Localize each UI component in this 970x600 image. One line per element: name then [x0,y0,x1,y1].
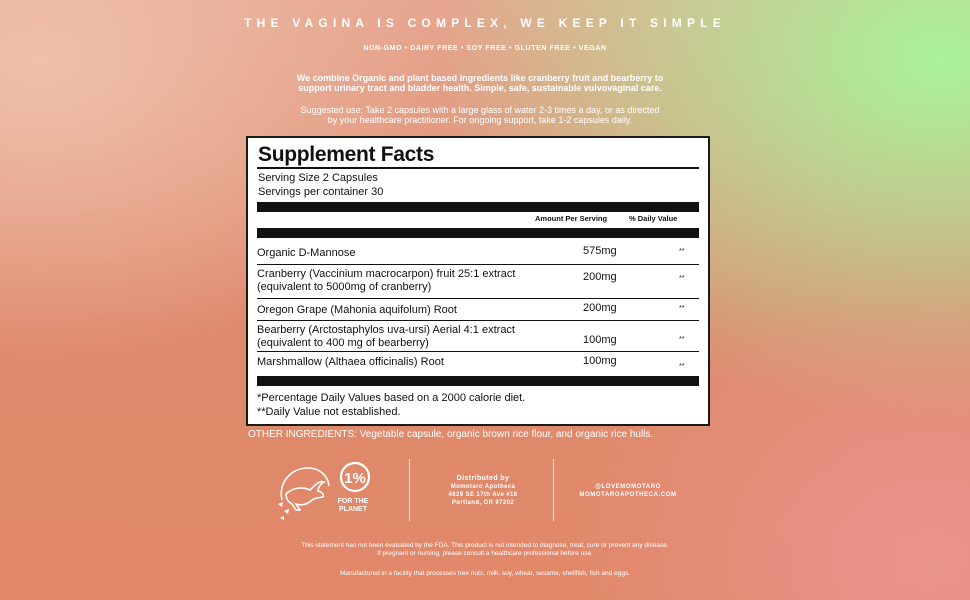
usage-line: by your healthcare practitioner. For ongoing support, take 1-2 capsules daily. [327,115,633,125]
ingredient-amount: 100mg [583,355,617,367]
usage-line: Suggested use: Take 2 capsules with a large glass of water 2-3 times a day, or as directed [300,105,660,115]
supplement-facts-panel [246,136,710,426]
distributor-info [420,475,546,507]
footnote-daily-values: *Percentage Daily Values based on a 2000 calorie diet. [257,392,526,404]
one-percent-for-the-planet-logo [339,460,371,496]
amount-column-header: Amount Per Serving [535,214,608,223]
ingredient-amount: 200mg [583,302,617,314]
divider-thick [257,376,699,386]
divider [257,298,699,299]
description-line: support urinary tract and bladder health. Simple, safe, sustainable vulvovaginal care. [298,83,662,93]
footnote-not-established: **Daily Value not established. [257,406,401,418]
for-the-planet-text [334,498,372,514]
serving-size: Serving Size 2 Capsules [258,172,378,184]
divider [257,320,699,321]
divider-thick [257,202,699,212]
ingredient-amount: 575mg [583,245,617,257]
ingredient-name-line: (equivalent to 5000mg of cranberry) [257,281,432,293]
ingredient-daily-value: ** [679,363,685,370]
suggested-use [250,105,710,125]
ingredient-daily-value: ** [679,275,685,282]
ingredient-name [257,324,567,350]
social-handle[interactable]: @LOVEMOMOTARO [595,484,661,490]
allergen-statement: Manufactured in a facility that processes tree nuts, milk, soy, wheat, sesame, shellfish, fish and eggs. [340,570,630,577]
distributor-name: Momotaro Apotheca [450,484,516,490]
ingredient-name-line: (equivalent to 400 mg of bearberry) [257,337,429,349]
distributor-city: Portland, OR 97202 [451,500,515,506]
daily-value-column-header: % Daily Value [629,214,678,223]
ingredient-name-line: Cranberry (Vaccinium macrocarpon) fruit 25:1 extract [257,268,516,280]
one-percent-text: 1% [344,470,366,487]
ingredient-daily-value: ** [679,305,685,312]
disclaimer-line: This statement has not been evaluated by the FDA. This product is not intended to diagnose, treat, cure or prevent any disease. [301,542,669,549]
tagline: THE VAGINA IS COMPLEX, WE KEEP IT SIMPLE [244,16,726,30]
diet-badges: NON-GMO • DAIRY FREE • SOY FREE • GLUTEN FREE • VEGAN [363,45,607,52]
social-info [562,483,694,499]
ingredient-name: Organic D-Mannose [257,247,356,259]
leaping-bunny-icon [276,460,332,526]
divider [257,167,699,169]
footer-divider [409,459,410,521]
ingredient-daily-value: ** [679,248,685,255]
distributor-address: 4629 SE 17th Ave #16 [448,492,518,498]
ingredient-name [257,268,567,294]
facts-title: Supplement Facts [258,143,435,166]
distributor-label: Distributed by [456,475,510,482]
ingredient-name: Oregon Grape (Mahonia aquifolum) Root [257,304,457,316]
servings-per-container: Servings per container 30 [258,186,384,198]
footer-divider [553,459,554,521]
product-description [250,73,710,93]
website-link[interactable]: MOMOTAROAPOTHECA.COM [579,492,677,498]
divider [257,351,699,352]
ingredient-amount: 200mg [583,271,617,283]
ingredient-name-line: Bearberry (Arctostaphylos uva-ursi) Aerial 4:1 extract [257,324,515,336]
divider [257,264,699,265]
divider-thick [257,228,699,238]
other-ingredients: OTHER INGREDIENTS: Vegetable capsule, organic brown rice flour, and organic rice hulls. [248,429,654,440]
description-line: We combine Organic and plant based ingredients like cranberry fruit and bearberry to [296,73,664,83]
disclaimer-line: If pregnant or nursing, please consult a healthcare professional before use. [377,550,593,557]
ftp-line: FOR THE [337,498,369,505]
fda-disclaimer [0,542,970,558]
ingredient-name: Marshmallow (Althaea officinalis) Root [257,356,444,368]
ingredient-amount: 100mg [583,334,617,346]
ingredient-daily-value: ** [679,336,685,343]
ftp-line: PLANET [339,506,367,513]
